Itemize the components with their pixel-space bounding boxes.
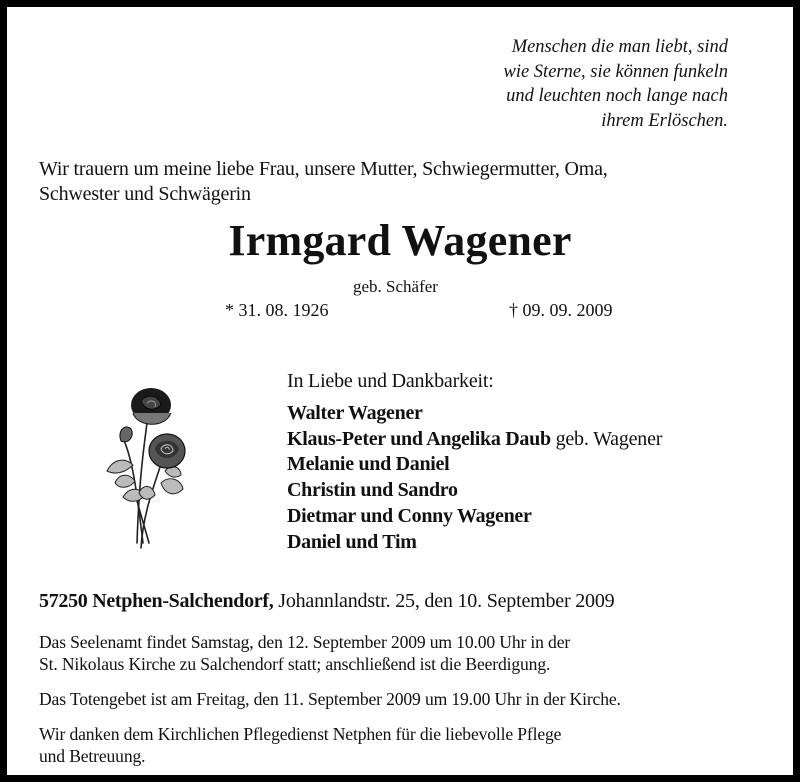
mourner-name bbox=[287, 452, 662, 478]
mourner-name bbox=[287, 478, 662, 504]
mourner-name bbox=[287, 401, 662, 427]
prayer-info bbox=[39, 688, 621, 710]
memorial-quote bbox=[503, 35, 728, 133]
maiden-name: geb. Schäfer bbox=[353, 277, 438, 296]
intro-line: Wir trauern um meine liebe Frau, unsere Mutter, Schwiegermutter, Oma, bbox=[39, 158, 608, 180]
quote-line: ihrem Erlöschen. bbox=[601, 110, 728, 131]
paragraph-line: und Betreuung. bbox=[39, 746, 146, 766]
address-line bbox=[39, 589, 614, 613]
mourner-name-suffix: geb. Wagener bbox=[550, 427, 663, 450]
paragraph-line: St. Nikolaus Kirche zu Salchendorf statt; anschließend ist die Beerdigung. bbox=[39, 654, 551, 674]
funeral-mass-info bbox=[39, 631, 570, 675]
deceased-name: Irmgard Wagener bbox=[228, 216, 572, 265]
mourner-name-bold: Dietmar und Conny Wagener bbox=[287, 504, 532, 527]
mourning-intro bbox=[39, 157, 608, 207]
mourner-name-bold: Christin und Sandro bbox=[287, 479, 458, 502]
paragraph-line: Das Totengebet ist am Freitag, den 11. September 2009 um 19.00 Uhr in der Kirche. bbox=[39, 689, 621, 709]
mourner-name-bold: Melanie und Daniel bbox=[287, 453, 450, 476]
mourners-lead: In Liebe und Dankbarkeit: bbox=[287, 370, 494, 392]
mourner-name-bold: Walter Wagener bbox=[287, 401, 423, 424]
address-details: Johannlandstr. 25, den 10. September 2009 bbox=[273, 590, 615, 612]
mourner-name bbox=[287, 427, 662, 453]
thanks-note bbox=[39, 723, 561, 767]
birth-date: * 31. 08. 1926 bbox=[225, 300, 329, 320]
paragraph-line: Wir danken dem Kirchlichen Pflegedienst Netphen für die liebevolle Pflege bbox=[39, 724, 562, 744]
mourner-name-bold: Klaus-Peter und Angelika Daub bbox=[287, 427, 551, 450]
quote-line: und leuchten noch lange nach bbox=[506, 86, 728, 106]
paragraph-line: Das Seelenamt findet Samstag, den 12. September 2009 um 10.00 Uhr in der bbox=[39, 632, 571, 652]
rose-bouquet-icon bbox=[103, 383, 199, 553]
mourner-name bbox=[287, 530, 662, 556]
quote-line: wie Sterne, sie können funkeln bbox=[503, 61, 728, 82]
mourners-block bbox=[287, 369, 662, 556]
mourner-name-bold: Daniel und Tim bbox=[287, 530, 417, 553]
mourner-name bbox=[287, 504, 662, 530]
intro-line: Schwester und Schwägerin bbox=[39, 183, 251, 205]
death-date: † 09. 09. 2009 bbox=[509, 300, 613, 320]
address-city: 57250 Netphen-Salchendorf, bbox=[39, 590, 274, 612]
quote-line: Menschen die man liebt, sind bbox=[511, 37, 728, 57]
